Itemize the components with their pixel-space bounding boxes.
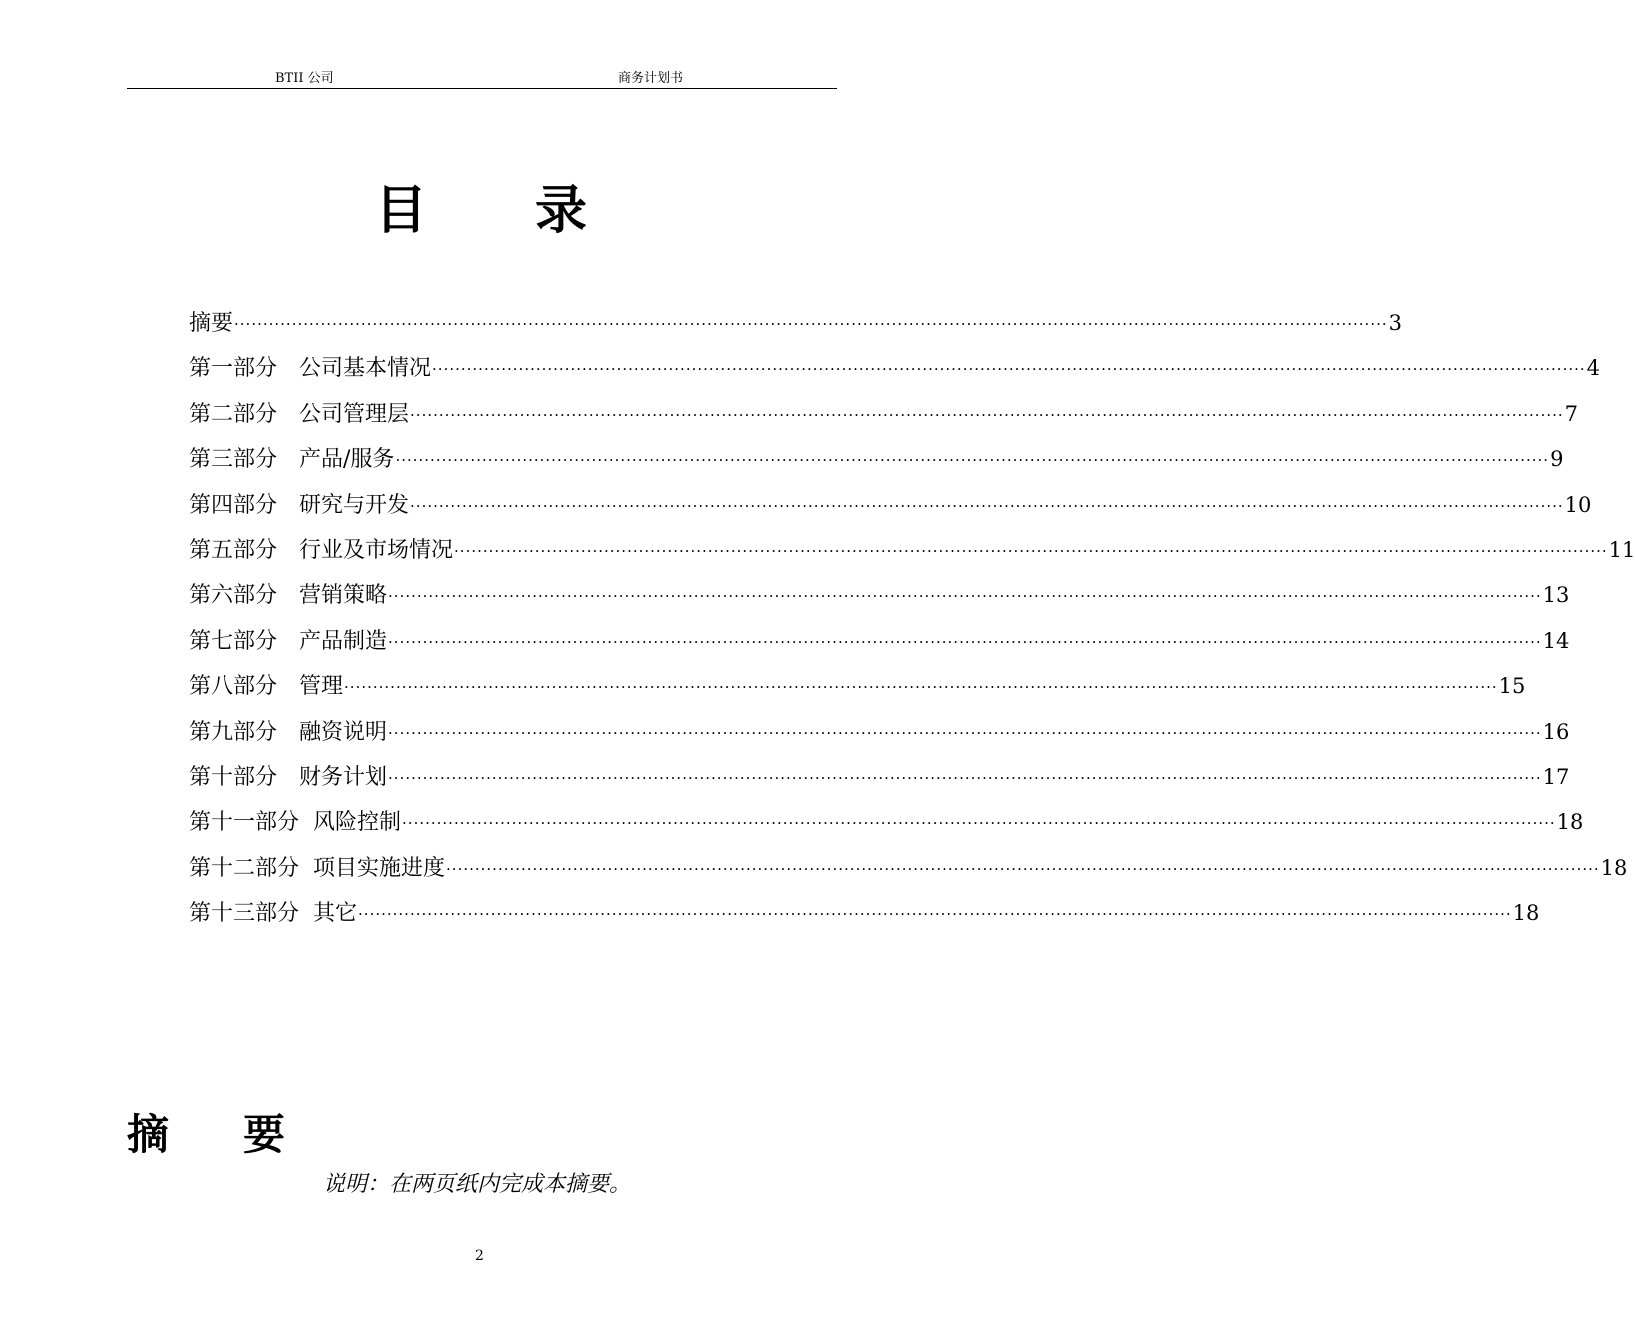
header-company: BTII 公司 [275, 71, 334, 86]
toc-entry [189, 528, 1635, 573]
summary-heading-char-2: 要 [243, 1110, 286, 1159]
toc-entry [189, 710, 1570, 755]
toc-entry-label [189, 755, 387, 800]
toc-entry-title: 研究与开发 [299, 492, 410, 518]
toc-entry [189, 800, 1584, 845]
toc-entry [189, 891, 1540, 936]
page-header [127, 62, 837, 89]
page-number: 2 [475, 1248, 484, 1264]
toc-entry-part: 第三部分 [189, 447, 278, 473]
toc-entry [189, 846, 1628, 891]
toc-entry-label [189, 573, 387, 618]
toc-entry-page: 18 [1512, 901, 1540, 926]
toc-entry-page: 7 [1564, 401, 1579, 426]
toc-entry-label [189, 392, 409, 437]
toc-entry-title: 管理 [299, 674, 344, 700]
toc-entry-title: 风险控制 [313, 810, 402, 836]
toc-leader-dots: ········································································································································································································ [344, 678, 1498, 697]
toc-entry-page: 4 [1586, 356, 1601, 381]
toc-entry-part: 第四部分 [189, 492, 278, 518]
toc-leader-dots: ········································································································································································································ [388, 768, 1542, 787]
toc-entry-page: 16 [1542, 719, 1570, 744]
toc-entry [189, 483, 1592, 528]
toc-leader-dots: ········································································································································································································ [410, 496, 1564, 515]
toc-entry-part: 第七部分 [189, 628, 278, 654]
toc-entry-part: 第十三部分 [189, 901, 300, 927]
toc-entry-part: 第六部分 [189, 583, 278, 609]
summary-heading [127, 1102, 285, 1162]
toc-entry [189, 301, 1403, 346]
toc-title [375, 168, 587, 243]
header-doc-name: 商务计划书 [618, 71, 684, 86]
toc-entry-part: 第十一部分 [189, 810, 300, 836]
toc-entry-title: 公司基本情况 [299, 356, 432, 382]
toc-entry-title: 财务计划 [299, 764, 388, 790]
toc-entry-page: 9 [1550, 447, 1564, 472]
toc-entry-title: 融资说明 [299, 719, 388, 745]
toc-entry-page: 17 [1542, 764, 1570, 789]
toc-entry [189, 346, 1601, 391]
toc-leader-dots: ········································································································································································································ [388, 723, 1542, 742]
toc-entry-part: 第五部分 [189, 537, 278, 563]
toc-entry-page: 13 [1542, 583, 1570, 608]
toc-entry-label [189, 800, 401, 845]
toc-entry-label [189, 891, 357, 936]
toc-entry-page: 10 [1564, 492, 1592, 517]
toc-entry [189, 664, 1526, 709]
toc-entry-label [189, 710, 387, 755]
toc-entry-page: 11 [1608, 537, 1635, 562]
summary-heading-char-1: 摘 [127, 1110, 170, 1159]
toc-entry-title: 营销策略 [299, 583, 388, 609]
toc-entry [189, 619, 1570, 664]
toc-entry-title: 产品制造 [299, 628, 388, 654]
table-of-contents [189, 301, 1635, 936]
toc-leader-dots: ········································································································································································································ [388, 587, 1542, 606]
toc-entry-page: 18 [1556, 810, 1584, 835]
toc-entry-part: 第一部分 [189, 356, 278, 382]
toc-entry-label [189, 528, 453, 573]
toc-entry-title: 摘要 [189, 311, 234, 336]
toc-entry [189, 437, 1564, 482]
toc-leader-dots: ········································································································································································································ [432, 360, 1586, 379]
toc-leader-dots: ········································································································································································································ [358, 905, 1512, 924]
toc-entry-page: 15 [1498, 674, 1526, 699]
toc-leader-dots: ········································································································································································································ [446, 859, 1600, 878]
toc-leader-dots: ········································································································································································································ [234, 315, 1388, 333]
toc-entry [189, 392, 1579, 437]
toc-entry-page: 14 [1542, 628, 1570, 653]
toc-title-char-2: 录 [535, 180, 588, 241]
toc-leader-dots: ········································································································································································································ [388, 632, 1542, 651]
toc-entry-title: 产品/服务 [299, 447, 395, 473]
toc-entry-title: 公司管理层 [299, 401, 410, 427]
toc-entry-title: 行业及市场情况 [299, 537, 454, 563]
toc-entry-part: 第九部分 [189, 719, 278, 745]
toc-entry-part: 第二部分 [189, 401, 278, 427]
toc-entry-label [189, 483, 409, 528]
toc-entry-label [189, 346, 431, 391]
toc-entry [189, 755, 1570, 800]
toc-leader-dots: ········································································································································································································ [454, 541, 1608, 560]
toc-entry [189, 573, 1570, 618]
toc-entry-part: 第八部分 [189, 674, 278, 700]
toc-entry-page: 18 [1600, 855, 1628, 880]
toc-entry-label [189, 301, 233, 346]
toc-entry-part: 第十二部分 [189, 855, 300, 881]
toc-entry-label [189, 619, 387, 664]
toc-entry-part: 第十部分 [189, 764, 278, 790]
toc-title-char-1: 目 [375, 180, 428, 241]
summary-note: 说明：在两页纸内完成本摘要。 [323, 1172, 632, 1197]
toc-leader-dots: ········································································································································································································ [395, 451, 1550, 470]
toc-entry-label [189, 664, 343, 709]
toc-entry-page: 3 [1388, 311, 1403, 335]
toc-entry-label [189, 437, 394, 482]
toc-leader-dots: ········································································································································································································ [402, 814, 1556, 833]
toc-leader-dots: ········································································································································································································ [410, 405, 1564, 424]
toc-entry-title: 其它 [313, 901, 358, 927]
toc-entry-label [189, 846, 445, 891]
toc-entry-title: 项目实施进度 [313, 855, 446, 881]
